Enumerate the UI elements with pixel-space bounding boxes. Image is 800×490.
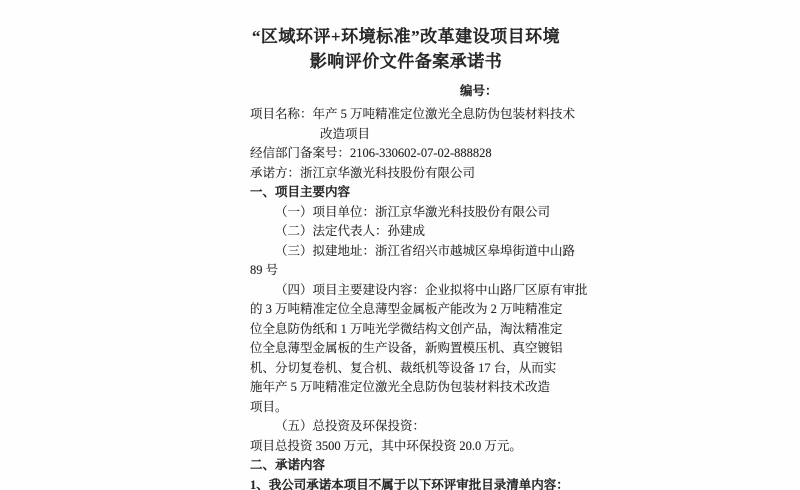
section-1-heading: 一、项目主要内容 <box>250 185 351 199</box>
item-3-address-line-1: （三）拟建地址：浙江省绍兴市越城区皋埠街道中山路 <box>275 243 576 258</box>
item-4-construction-line-4: 位全息薄型金属板的生产设备，新购置模压机、真空镀铝 <box>250 341 563 355</box>
investment-detail-line: 项目总投资 3500 万元，其中环保投资 20.0 万元。 <box>250 438 522 453</box>
item-5-investment-heading: （五）总投资及环保投资： <box>275 419 426 433</box>
project-name-line-2: 改造项目 <box>320 126 371 141</box>
item-4-construction-line-7: 项目。 <box>250 399 288 414</box>
item-4-construction-line-5: 机、分切复卷机、复合机、裁纸机等设备 17 台，从而实 <box>250 360 557 375</box>
document-title-line2: 影响评价文件备案承诺书 <box>309 52 503 71</box>
item-4-construction-line-1: （四）项目主要建设内容：企业拟将中山路厂区原有审批 <box>275 282 588 297</box>
section-2-heading: 二、承诺内容 <box>250 458 326 472</box>
item-4-construction-line-6: 施年产 5 万吨精准定位激光全息防伪包装材料技术改造 <box>250 380 551 394</box>
promisor-line: 承诺方：浙江京华激光科技股份有限公司 <box>250 165 476 180</box>
commitment-item-1-line: 1、我公司承诺本项目不属于以下环评审批目录清单内容： <box>250 477 569 490</box>
item-2-legal-representative: （二）法定代表人：孙建成 <box>275 224 426 238</box>
item-4-construction-line-3: 位全息防伪纸和 1 万吨光学微结构文创产品，淘汰精准定 <box>250 321 563 336</box>
serial-number-label: 编号： <box>460 84 498 98</box>
item-1-project-unit: （一）项目单位：浙江京华激光科技股份有限公司 <box>275 204 551 219</box>
document-body <box>250 24 588 490</box>
document-title-line1: “区域环评+环境标准”改革建设项目环境 <box>251 27 561 46</box>
item-3-address-line-2: 89 号 <box>250 263 279 277</box>
record-number-line: 经信部门备案号：2106-330602-07-02-888828 <box>250 146 492 160</box>
document-text-block <box>250 105 588 490</box>
item-4-construction-line-2: 的 3 万吨精准定位全息薄型金属板产能改为 2 万吨精准定 <box>250 302 563 316</box>
project-name-line-1: 项目名称：年产 5 万吨精准定位激光全息防伪包装材料技术 <box>250 107 576 121</box>
